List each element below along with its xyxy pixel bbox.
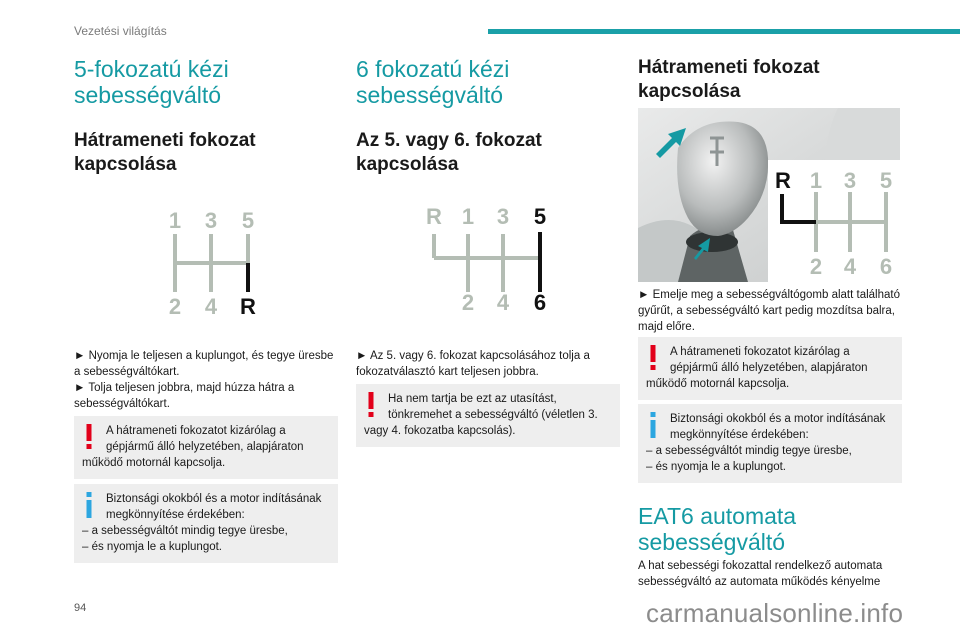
info-icon	[83, 492, 95, 518]
gear-label-6: 6	[879, 254, 893, 279]
gear-label-1: 1	[809, 168, 823, 193]
info-text: Biztonsági okokból és a motor indításának megkönnyítése érdekében:	[670, 413, 886, 441]
warning-text: A hátrameneti fokozatot kizárólag a gépjármű álló helyzetében, alapjáraton	[670, 346, 868, 374]
gear-knob-photo	[638, 108, 900, 282]
gear-label-3: 3	[204, 208, 218, 233]
exclamation-icon	[83, 424, 95, 450]
step-text: ► Az 5. vagy 6. fokozat kapcsolásához tolja a fokozatválasztó kart teljesen jobbra.	[356, 350, 590, 378]
section-title-eat6: EAT6 automata sebességváltó	[638, 503, 797, 555]
gear-label-1: 1	[461, 204, 475, 229]
gear-label-5: 5	[879, 168, 893, 193]
gear-label-5: 5	[241, 208, 255, 233]
info-list-item: – és nyomja le a kuplungot.	[82, 541, 223, 553]
warning-text-cont: vagy 4. fokozatba kapcsolás).	[364, 425, 516, 437]
gear-label-3: 3	[496, 204, 510, 229]
info-text: Biztonsági okokból és a motor indításának megkönnyítése érdekében:	[106, 493, 322, 521]
exclamation-icon	[647, 345, 659, 371]
info-note-reverse-6-speed	[638, 404, 902, 483]
column-reverse-6-speed	[638, 56, 902, 104]
step-text: ► Tolja teljesen jobbra, majd húzza hátra a sebességváltókart.	[74, 382, 295, 410]
gear-label-4: 4	[843, 254, 857, 279]
warning-note-reverse-6-speed	[638, 337, 902, 400]
gear-label-2: 2	[809, 254, 823, 279]
steps-5-speed	[74, 348, 336, 412]
warning-text-cont: működő motornál kapcsolja.	[82, 457, 226, 469]
exclamation-icon	[365, 392, 377, 418]
header-accent-bar	[488, 29, 960, 34]
gear-label-5: 5	[533, 204, 547, 229]
steps-reverse-6-speed	[638, 287, 900, 335]
steps-6-speed	[356, 348, 618, 380]
gear-label-r: R	[240, 294, 256, 319]
warning-note-5-speed	[74, 416, 338, 479]
step-text: ► Nyomja le teljesen a kuplungot, és tegye üresbe a sebességváltókart.	[74, 350, 334, 378]
section-title-6-speed: 6 fokozatú kézi sebességváltó	[356, 56, 510, 108]
warning-text: Ha nem tartja be ezt az utasítást, tönkremehet a sebességváltó (véletlen 3.	[388, 393, 598, 421]
gear-diagram-6-speed-forward	[420, 200, 560, 320]
gear-knob-illustration	[638, 108, 900, 282]
warning-text-cont: működő motornál kapcsolja.	[646, 378, 790, 390]
gear-label-6: 6	[533, 290, 547, 315]
watermark: carmanualsonline.info	[646, 598, 904, 628]
gear-label-3: 3	[843, 168, 857, 193]
gear-label-1: 1	[168, 208, 182, 233]
section-header: Vezetési világítás	[74, 24, 167, 38]
gear-label-r: R	[775, 168, 791, 193]
column-5-speed	[74, 56, 338, 177]
section-title-5-speed: 5-fokozatú kézi sebességváltó	[74, 56, 229, 108]
info-note-5-speed	[74, 484, 338, 563]
column-6-speed	[356, 56, 620, 177]
subtitle-reverse-6-speed: Hátrameneti fokozat kapcsolása	[638, 57, 820, 102]
info-icon	[647, 412, 659, 438]
eat6-intro: A hat sebességi fokozattal rendelkező automata sebességváltó az automata működés kényelme	[638, 560, 883, 588]
page-number: 94	[74, 602, 87, 614]
gear-label-4: 4	[204, 294, 218, 319]
info-list-item: – és nyomja le a kuplungot.	[646, 461, 787, 473]
step-text: ► Emelje meg a sebességváltógomb alatt található gyűrűt, a sebességváltó kart pedig mozdítsa balra, majd előre.	[638, 289, 900, 333]
gear-label-4: 4	[496, 290, 510, 315]
info-list-item: – a sebességváltót mindig tegye üresbe,	[646, 445, 852, 457]
info-list-item: – a sebességváltót mindig tegye üresbe,	[82, 525, 288, 537]
gear-diagram-5-speed	[160, 200, 270, 320]
warning-text: A hátrameneti fokozatot kizárólag a gépjármű álló helyzetében, alapjáraton	[106, 425, 304, 453]
warning-note-6-speed	[356, 384, 620, 447]
subtitle-5-6-gear: Az 5. vagy 6. fokozat kapcsolása	[356, 130, 542, 175]
gear-label-2: 2	[168, 294, 182, 319]
gear-label-2: 2	[461, 290, 475, 315]
gear-label-r: R	[426, 204, 442, 229]
subtitle-reverse-5-speed: Hátrameneti fokozat kapcsolása	[74, 130, 256, 175]
